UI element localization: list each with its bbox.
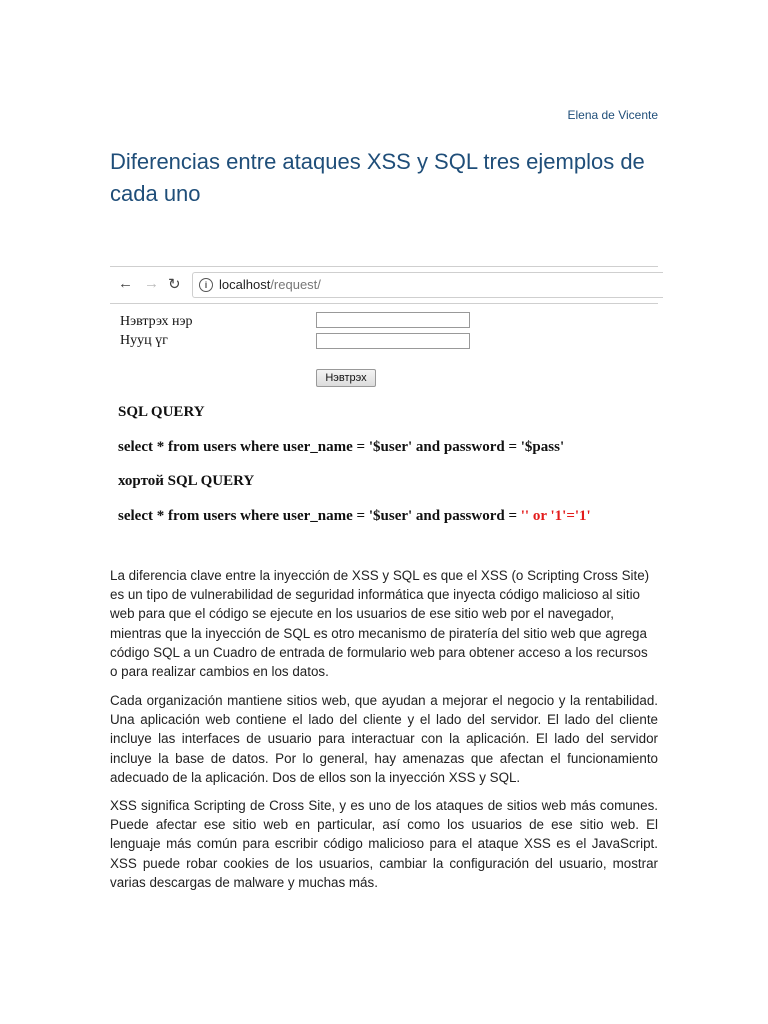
malicious-sql-query: [118, 508, 591, 525]
login-button: Нэвтрэх: [316, 369, 376, 387]
back-arrow-icon: ←: [118, 275, 133, 292]
paragraph-2: Cada organización mantiene sitios web, que ayudan a mejorar el negocio y la rentabilidad. Una aplicación web contiene el lado del cliente y el lado del servidor. El lado del cliente incluye las interfaces de usuario para interactuar con la aplicación. El lado del servidor incluye la base de datos. Por lo general, hay amenazas que afectan el funcionamiento adecuado de la aplicación. Dos de ellos son la inyección XSS y SQL.: [110, 693, 658, 785]
forward-arrow-icon: →: [144, 275, 159, 292]
url-host: localhost: [219, 277, 271, 292]
sql-heading: SQL QUERY: [118, 404, 205, 420]
address-bar: [192, 272, 663, 298]
username-field: [316, 312, 470, 328]
browser-toolbar: [110, 266, 658, 304]
paragraph-3: XSS significa Scripting de Cross Site, y es uno de los ataques de sitios web más comunes. Puede afectar ese sitio web en particular, así como los usuarios de ese sitio web. El lenguaje más común para escribir código malicioso para el ataque XSS es el JavaScript. XSS puede robar cookies de los usuarios, cambiar la configuración del usuario, mostrar varias descargas de malware y muchas más.: [110, 798, 658, 890]
embedded-screenshot: [110, 266, 658, 536]
reload-icon: ↻: [168, 276, 181, 293]
username-label: Нэвтрэх нэр: [120, 314, 193, 329]
password-field: [316, 333, 470, 349]
malicious-sql-heading: хортой SQL QUERY: [118, 473, 255, 489]
paragraph-1: La diferencia clave entre la inyección de XSS y SQL es que el XSS (o Scripting Cross Site) es un tipo de vulnerabilidad de seguridad informática que inyecta código malicioso al sitio web para que el código se ejecute en los usuarios de ese sitio web por el navegador, mientras que la inyección de SQL es otro mecanismo de piratería del sitio web que agrega código SQL a un Cuadro de entrada de formulario web para obtener acceso a los recursos o para realizar cambios en los datos.: [110, 568, 650, 680]
author-name: Elena de Vicente: [567, 108, 658, 122]
sql-query: select * from users where user_name = '$user' and password = '$pass': [118, 439, 565, 455]
malicious-sql-prefix: select * from users where user_name = '$user' and password =: [118, 508, 521, 524]
password-label: Нууц үг: [120, 333, 168, 348]
url-text: [219, 277, 321, 292]
url-path: /request/: [270, 277, 321, 292]
info-icon: i: [199, 278, 213, 292]
page-title: Diferencias entre ataques XSS y SQL tres ejemplos de cada uno: [110, 149, 645, 206]
sql-injection-payload: '' or '1'='1': [520, 508, 591, 524]
